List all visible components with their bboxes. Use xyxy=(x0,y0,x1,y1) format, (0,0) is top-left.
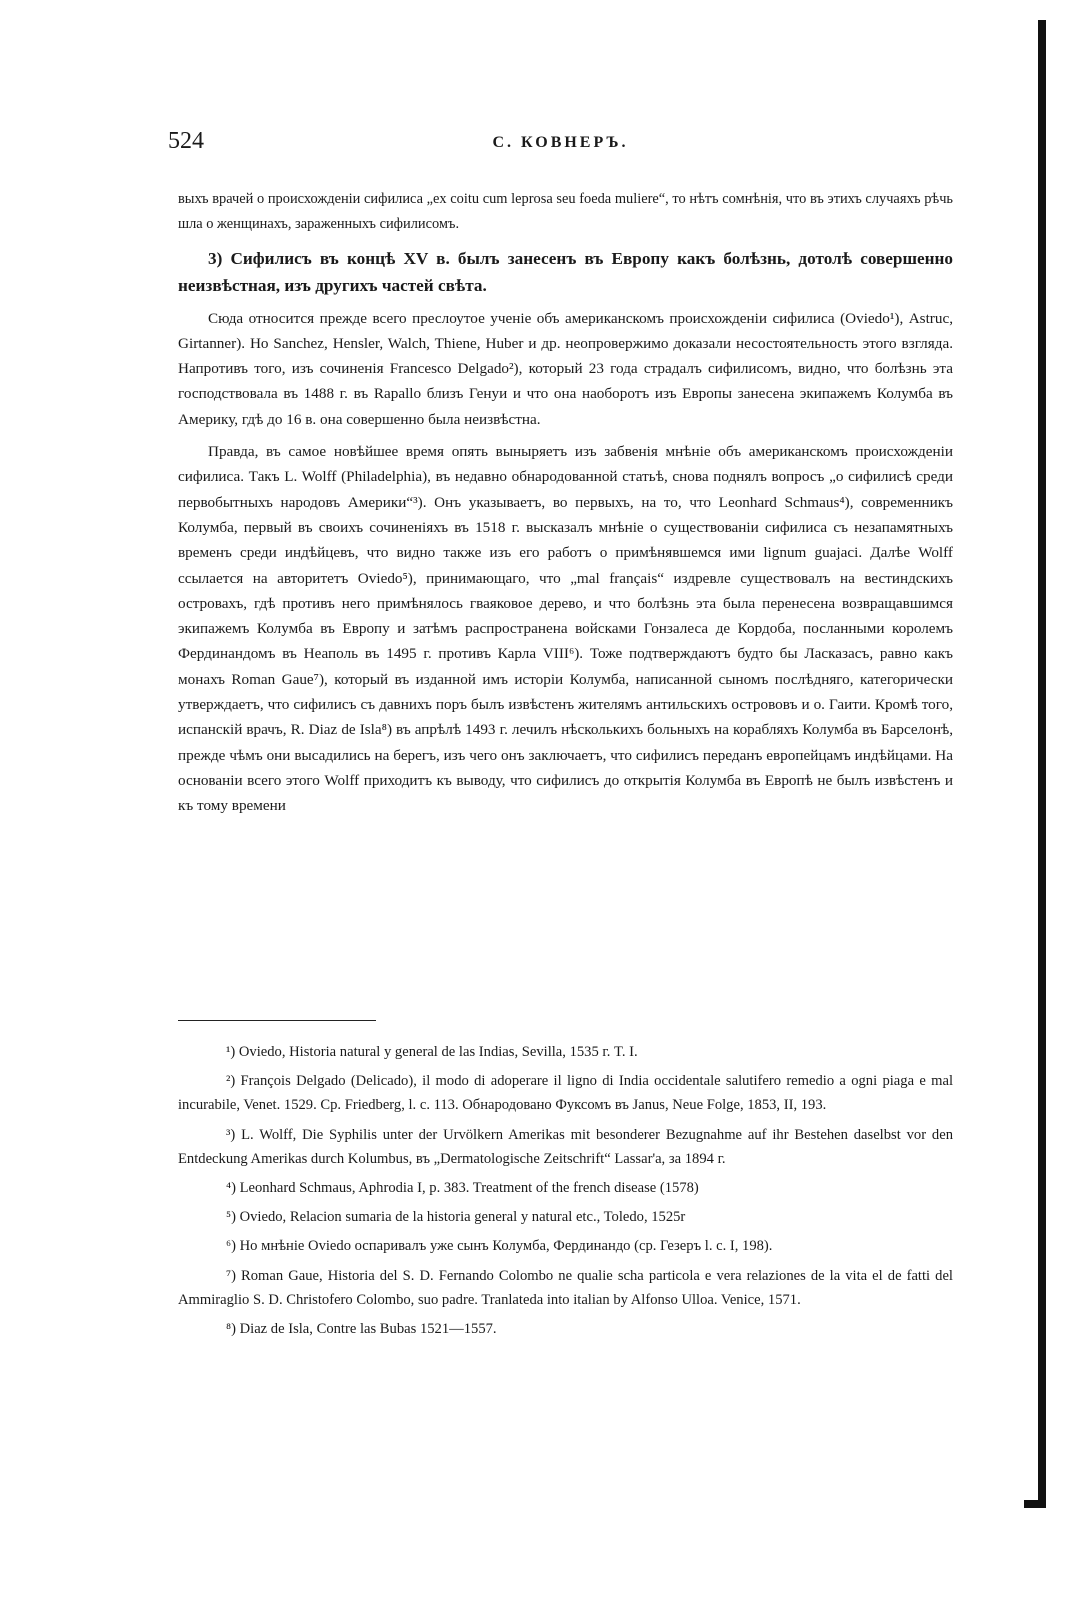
footnotes xyxy=(178,1040,953,1346)
page-edge-corner xyxy=(1024,1500,1046,1508)
footnote-1: ¹) Oviedo, Historia natural y general de las Indias, Sevilla, 1535 г. T. I. xyxy=(226,1044,638,1060)
footnote-6: ⁶) Но мнѣніе Oviedo оспаривалъ уже сынъ Колумба, Фердинандо (ср. Гезеръ l. c. I, 198). xyxy=(226,1238,773,1255)
page-number: 524 xyxy=(168,128,204,154)
paragraph-american-origin: Сюда относится прежде всего преслоутое ученіе объ американскомъ происхожденіи сифилиса (Oviedo¹), Astruc, Girtanner). Но Sanchez, Hensler, Walch, Thiene, Huber и др. неопровержимо доказали несостоятельность этого взгляда. Напротивъ того, изъ сочиненія Francesco Delgado²), который 23 года страдалъ сифилисомъ, видно, что болѣзнь эта господствовала въ 1488 г. въ Rapallo близъ Генуи и что она наоборотъ изъ Европы занесена экипажемъ Колумба въ Америку, гдѣ до 16 в. она совершенно была неизвѣстна. xyxy=(178,309,953,428)
footnote-5: ⁵) Oviedo, Relacion sumaria de la historia general y natural etc., Toledo, 1525r xyxy=(226,1209,686,1226)
page-edge-border xyxy=(1038,20,1046,1500)
paragraph-continuation: выхъ врачей о происхожденіи сифилиса „ex coitu cum leprosa seu foeda muliere“, то нѣтъ сомнѣнія, что въ этихъ случаяхъ рѣчь шла о женщинахъ, зараженныхъ сифилисомъ. xyxy=(178,191,953,233)
page-header xyxy=(168,128,953,162)
paragraph-wolff: Правда, въ самое новѣйшее время опять выныряетъ изъ забвенія мнѣніе объ американскомъ происхожденіи сифилиса. Такъ L. Wolff (Philadelphia), въ недавно обнародованной статьѣ, снова поднялъ вопросъ „о сифилисѣ среди первобытныхъ народовъ Америки“³). Онъ указываетъ, во первыхъ, на то, что Leonhard Schmaus⁴), современникъ Колумба, первый въ своихъ сочиненіяхъ въ 1518 г. высказалъ мнѣніе о существованіи сифилиса съ незапамятныхъ временъ среди индѣйцевъ, что видно также изъ его работъ о примѣнявшемся ими lignum guajaci. Далѣе Wolff ссылается на авторитетъ Oviedo⁵), принимающаго, что „mal français“ издревле существовалъ на вестиндскихъ островахъ, гдѣ противъ него примѣнялось гваяковое дерево, и что болѣзнь эта была перенесена возвращавшимся экипажемъ Колумба въ Европу и затѣмъ распространена войсками Гонзалеса де Кордоба, посланными королемъ Фердинандомъ въ Неаполь въ 1495 г. противъ Карла VIII⁶). Тоже подтверждаютъ будто бы Ласказасъ, равно какъ монахъ Roman Gaue⁷), который въ изданной имъ исторіи Колумба, написанной сыномъ послѣдняго, категорически утверждаетъ, что сифилисъ съ давнихъ поръ былъ извѣстенъ жителямъ антильскихъ острововъ и о. Гаити. Кромѣ того, испанскій врачъ, R. Diaz de Isla⁸) въ апрѣлѣ 1493 г. лечилъ нѣсколькихъ больныхъ на корабляхъ Колумба въ Барселонѣ, прежде чѣмъ они высадились на берегъ, изъ чего онъ заключаетъ, что сифилисъ переданъ европейцамъ индѣйцами. На основаніи всего этого Wolff приходитъ къ выводу, что сифилисъ до открытія Колумба въ Европѣ не былъ извѣстенъ и къ тому времени xyxy=(178,443,953,815)
main-text xyxy=(178,187,953,826)
footnote-8: ⁸) Diaz de Isla, Contre las Bubas 1521—1557. xyxy=(226,1321,497,1338)
footnote-2: ²) François Delgado (Delicado), il modo di adoperare il ligno di India occidentale salutifero remedio a ogni piaga e mal incurabile, Venet. 1529. Ср. Friedberg, l. c. 113. Обнародовано Фуксомъ въ Janus, Neue Folge, 1853, II, 193. xyxy=(178,1073,953,1114)
thesis-statement: 3) Сифилисъ въ концѣ XV в. былъ занесенъ въ Европу какъ болѣзнь, дотолѣ совершенно неизвѣстная, изъ другихъ частей свѣта. xyxy=(178,248,953,295)
footnote-4: ⁴) Leonhard Schmaus, Aphrodia I, p. 383. Treatment of the french disease (1578) xyxy=(226,1180,699,1197)
footnote-7: ⁷) Roman Gaue, Historia del S. D. Fernando Colombo ne qualie scha particola e vera relaziones de la vita el de fatti del Ammiraglio S. D. Christofero Colombo, suo padre. Tranlateda into italian by Alfonso Ulloa. Venice, 1571. xyxy=(178,1267,953,1308)
footnote-3: ³) L. Wolff, Die Syphilis unter der Urvölkern Amerikas mit besonderer Bezugnahme auf ihr Bestehen daselbst vor den Entdeckung Amerikas durch Kolumbus, въ „Dermatologische Zeitschrift“ Lassar'а, за 1894 г. xyxy=(178,1126,953,1167)
running-title: С. КОВНЕРЪ. xyxy=(492,134,629,151)
footnote-separator xyxy=(178,1020,376,1021)
